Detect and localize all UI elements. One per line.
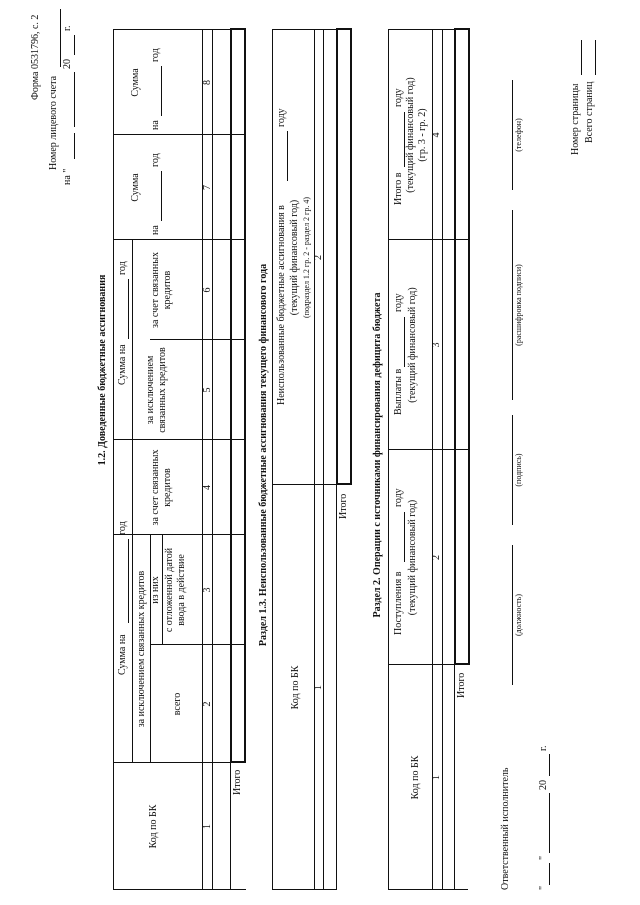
- section-2-title: Раздел 2. Операции с источниками финансирования дефицита бюджета: [372, 292, 383, 618]
- executor-label: Ответственный исполнитель: [500, 767, 511, 890]
- pages-total-label: Всего страниц: [584, 81, 595, 143]
- t2-col3-blank: [404, 317, 405, 367]
- t2-code-header: Код по БК: [410, 755, 421, 800]
- t2-col3-line1: Выплаты в: [393, 368, 404, 415]
- t12-itogo: Итого: [232, 769, 243, 795]
- t13-itogo: Итого: [338, 493, 349, 519]
- t2-col4-line2: (текущий финансовый год): [405, 77, 416, 193]
- sign-caption: (подпись): [514, 453, 523, 487]
- t13-col2-line2: (текущий финансовый год): [289, 199, 300, 316]
- t2-col4-line3: (гр. 3 - гр. 2): [417, 108, 428, 162]
- t2-col2-line1-end: году: [393, 488, 404, 507]
- t12-linked-2: за счет связанных кредитов: [150, 252, 173, 328]
- t12-on-4-blank: [161, 66, 162, 116]
- t2-col2-line2: (текущий финансовый год): [407, 499, 418, 616]
- date-quote-close: ": [538, 855, 549, 860]
- date-day-line: [549, 863, 550, 885]
- account-date-year: 20: [62, 59, 73, 69]
- t12-on-3: на: [150, 225, 161, 235]
- t12-sum-on-blank: [128, 539, 129, 623]
- t2-col4-line1-end: году: [393, 88, 404, 107]
- t2-left-border: [388, 889, 468, 890]
- t12-god-2: год: [117, 261, 128, 275]
- page-number-label: Номер страницы: [570, 83, 581, 155]
- page-number-line: [581, 40, 582, 75]
- t13-colnum-2: 2: [313, 255, 324, 260]
- t12-itogo-box: [230, 28, 246, 763]
- t13-itogo-box: [336, 28, 352, 485]
- t12-of-them-line: [162, 535, 163, 645]
- account-date-day-line: [74, 133, 75, 159]
- phone-caption: (телефон): [514, 118, 523, 152]
- t12-sum-on-line: [132, 440, 133, 763]
- date-month-line: [549, 793, 550, 853]
- t12-sum-on2-line: [132, 240, 133, 440]
- t13-col2-line3: (подраздел 1.2 гр. 2 - раздел 2 гр. 4): [302, 196, 311, 319]
- decode-caption: (расшифровка подписи): [514, 264, 523, 346]
- t13-col2-line1: Неиспользованные бюджетные ассигнования в: [276, 205, 287, 405]
- t13-col2-blank: [287, 131, 288, 181]
- t13-top-border: [272, 30, 273, 890]
- t13-data-row-bottom: [336, 485, 337, 890]
- t12-code-header: Код по БК: [148, 804, 159, 849]
- t12-sum-4: Сумма: [130, 68, 141, 97]
- t2-top-border: [388, 30, 389, 890]
- t2-itogo: Итого: [456, 672, 467, 698]
- date-g: г.: [538, 745, 549, 751]
- account-date-year-line: [74, 35, 75, 55]
- t12-total: всего: [172, 692, 183, 716]
- t13-colnum-1: 1: [313, 685, 324, 690]
- account-date-on: на ": [62, 168, 73, 185]
- sign-line: [512, 415, 513, 525]
- t2-col3-line1-end: году: [393, 293, 404, 312]
- t12-sum-3: Сумма: [130, 173, 141, 202]
- t12-of-them: из них: [150, 576, 161, 604]
- t2-colnum-4: 4: [431, 132, 442, 138]
- t12-colnum-3: 3: [202, 587, 213, 593]
- t2-col4-line1: Итого в: [393, 172, 404, 205]
- t12-on-3-blank: [161, 171, 162, 221]
- t2-colnum-2: 2: [431, 555, 442, 560]
- t13-left-border: [272, 889, 336, 890]
- t12-colnum-8: 8: [202, 80, 213, 85]
- t12-top-border: [113, 30, 114, 890]
- t12-left-border: [113, 889, 246, 890]
- t12-sum-on: Сумма на: [117, 634, 128, 675]
- date-quote-open: ": [538, 885, 549, 890]
- t12-colnum-5: 5: [202, 387, 213, 393]
- section-13-title: Раздел 1.3. Неиспользованные бюджетные ассигнования текущего финансового года: [258, 263, 269, 647]
- t12-colnum-1: 1: [202, 824, 213, 829]
- t2-itogo-box: [454, 28, 470, 665]
- t12-colnum-2: 2: [202, 701, 213, 707]
- t13-col2-line1-end: году: [276, 108, 287, 127]
- position-line: [512, 545, 513, 685]
- t12-god-3: год: [150, 153, 161, 167]
- t12-god: год: [117, 521, 128, 535]
- t12-excl-linked-2: за исключением связанных кредитов: [145, 347, 168, 433]
- section-12-title: 1.2. Доведенные бюджетные ассигнования: [97, 274, 108, 466]
- t12-linked: за счет связанных кредитов: [150, 449, 173, 526]
- form-number: Форма 0531796, с. 2: [30, 14, 41, 100]
- position-caption: (должность): [514, 594, 523, 636]
- date-year: 20: [538, 780, 549, 790]
- account-number-line: [60, 9, 61, 67]
- pages-total-line: [595, 40, 596, 75]
- phone-line: [512, 80, 513, 190]
- t13-code-header: Код по БК: [290, 665, 301, 710]
- t12-deferred: с отложенной датой ввода в действие: [164, 547, 187, 633]
- t2-col2-blank: [404, 512, 405, 562]
- t12-excl-linked: за исключением связанных кредитов: [136, 570, 147, 728]
- account-date-month-line: [74, 72, 75, 127]
- decode-line: [512, 210, 513, 400]
- t12-god-4: год: [150, 48, 161, 62]
- t12-on-4: на: [150, 120, 161, 130]
- account-date-g: г.: [62, 25, 73, 31]
- t12-sum-on-2: Сумма на: [117, 344, 128, 385]
- t2-colnum-3: 3: [431, 342, 442, 348]
- t12-sum-on-2-blank: [128, 279, 129, 339]
- date-year-line: [549, 754, 550, 776]
- t12-colnum-4: 4: [202, 485, 213, 490]
- t12-colnum-6: 6: [202, 287, 213, 293]
- t2-col2-line1: Поступления в: [393, 571, 404, 635]
- t2-col3-line2: (текущий финансовый год): [407, 287, 418, 403]
- t12-colnum-7: 7: [202, 185, 213, 190]
- t2-colnum-1: 1: [431, 775, 442, 780]
- account-number-label: Номер лицевого счета: [48, 75, 59, 170]
